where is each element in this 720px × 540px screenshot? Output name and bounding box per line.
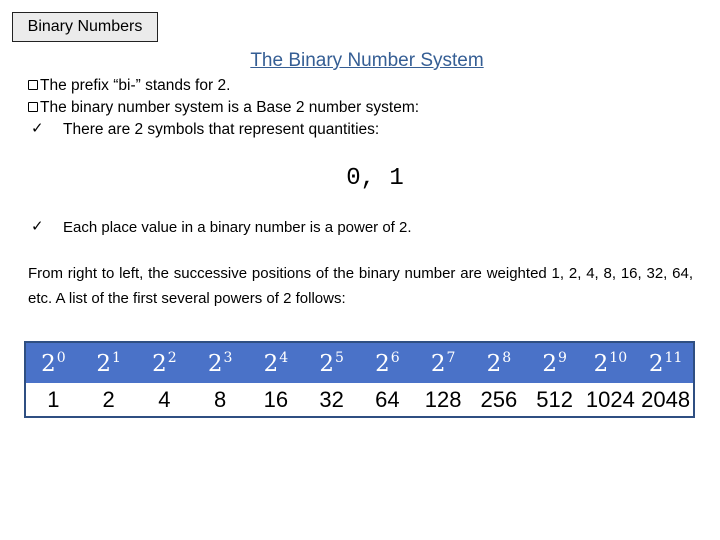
bullet-text: The prefix “bi-” stands for 2. — [40, 77, 231, 94]
power-cell — [527, 342, 583, 383]
power-cell — [248, 342, 304, 383]
powers-of-two-table — [24, 341, 695, 418]
bullet-base — [28, 99, 419, 117]
power-exponent: 10 — [609, 349, 628, 366]
power-cell — [583, 342, 639, 383]
power-exponent: 6 — [390, 349, 400, 366]
square-bullet-icon — [28, 80, 38, 90]
power-cell — [471, 342, 527, 383]
value-cell: 1 — [25, 383, 81, 417]
power-base: 2 — [486, 350, 502, 377]
power-base: 2 — [430, 350, 446, 377]
value-cell: 512 — [527, 383, 583, 417]
power-cell — [360, 342, 416, 383]
power-base: 2 — [41, 350, 56, 377]
check-icon: ✓ — [31, 120, 44, 137]
power-base: 2 — [152, 350, 167, 377]
power-base: 2 — [542, 350, 557, 377]
binary-symbols: 0, 1 — [346, 165, 404, 192]
power-base: 2 — [593, 350, 609, 377]
power-cell — [192, 342, 248, 383]
power-exponent: 8 — [502, 349, 512, 366]
value-cell: 4 — [137, 383, 193, 417]
value-cell: 256 — [471, 383, 527, 417]
bullet-text: The binary number system is a Base 2 number system: — [40, 99, 420, 116]
power-base: 2 — [375, 350, 390, 377]
bullet-prefix — [28, 77, 230, 95]
value-cell: 16 — [248, 383, 304, 417]
power-cell — [304, 342, 360, 383]
value-cell: 2 — [81, 383, 137, 417]
square-bullet-icon — [28, 102, 38, 112]
power-cell — [415, 342, 471, 383]
power-exponent: 11 — [664, 349, 683, 366]
power-base: 2 — [319, 350, 334, 377]
power-exponent: 2 — [167, 349, 177, 366]
power-exponent: 0 — [56, 349, 66, 366]
explanation-paragraph: From right to left, the successive positions of the binary number are weighted 1, 2, 4, 8, 16, 32, 64, etc. A list of the first several powers of 2 follows: — [28, 265, 693, 307]
check-text-place-value: Each place value in a binary number is a power of 2. — [63, 219, 412, 236]
power-cell — [638, 342, 694, 383]
power-cell — [25, 342, 81, 383]
value-row — [25, 383, 694, 417]
power-base: 2 — [96, 350, 111, 377]
power-cell — [137, 342, 193, 383]
power-cell — [81, 342, 137, 383]
power-exponent: 4 — [279, 349, 289, 366]
power-exponent: 7 — [446, 349, 456, 366]
power-exponent: 1 — [111, 349, 121, 366]
power-exponent: 9 — [557, 349, 567, 366]
value-cell: 2048 — [638, 383, 694, 417]
exponent-row — [25, 342, 694, 383]
section-label: Binary Numbers — [12, 12, 158, 42]
check-text-symbols: There are 2 symbols that represent quantities: — [63, 121, 380, 138]
page-title: The Binary Number System — [250, 50, 484, 71]
value-cell: 8 — [192, 383, 248, 417]
check-icon: ✓ — [31, 218, 44, 235]
power-exponent: 3 — [223, 349, 233, 366]
power-exponent: 5 — [334, 349, 344, 366]
value-cell: 32 — [304, 383, 360, 417]
power-base: 2 — [648, 350, 664, 377]
value-cell: 1024 — [583, 383, 639, 417]
value-cell: 128 — [415, 383, 471, 417]
power-base: 2 — [263, 350, 279, 377]
power-base: 2 — [207, 350, 223, 377]
value-cell: 64 — [360, 383, 416, 417]
